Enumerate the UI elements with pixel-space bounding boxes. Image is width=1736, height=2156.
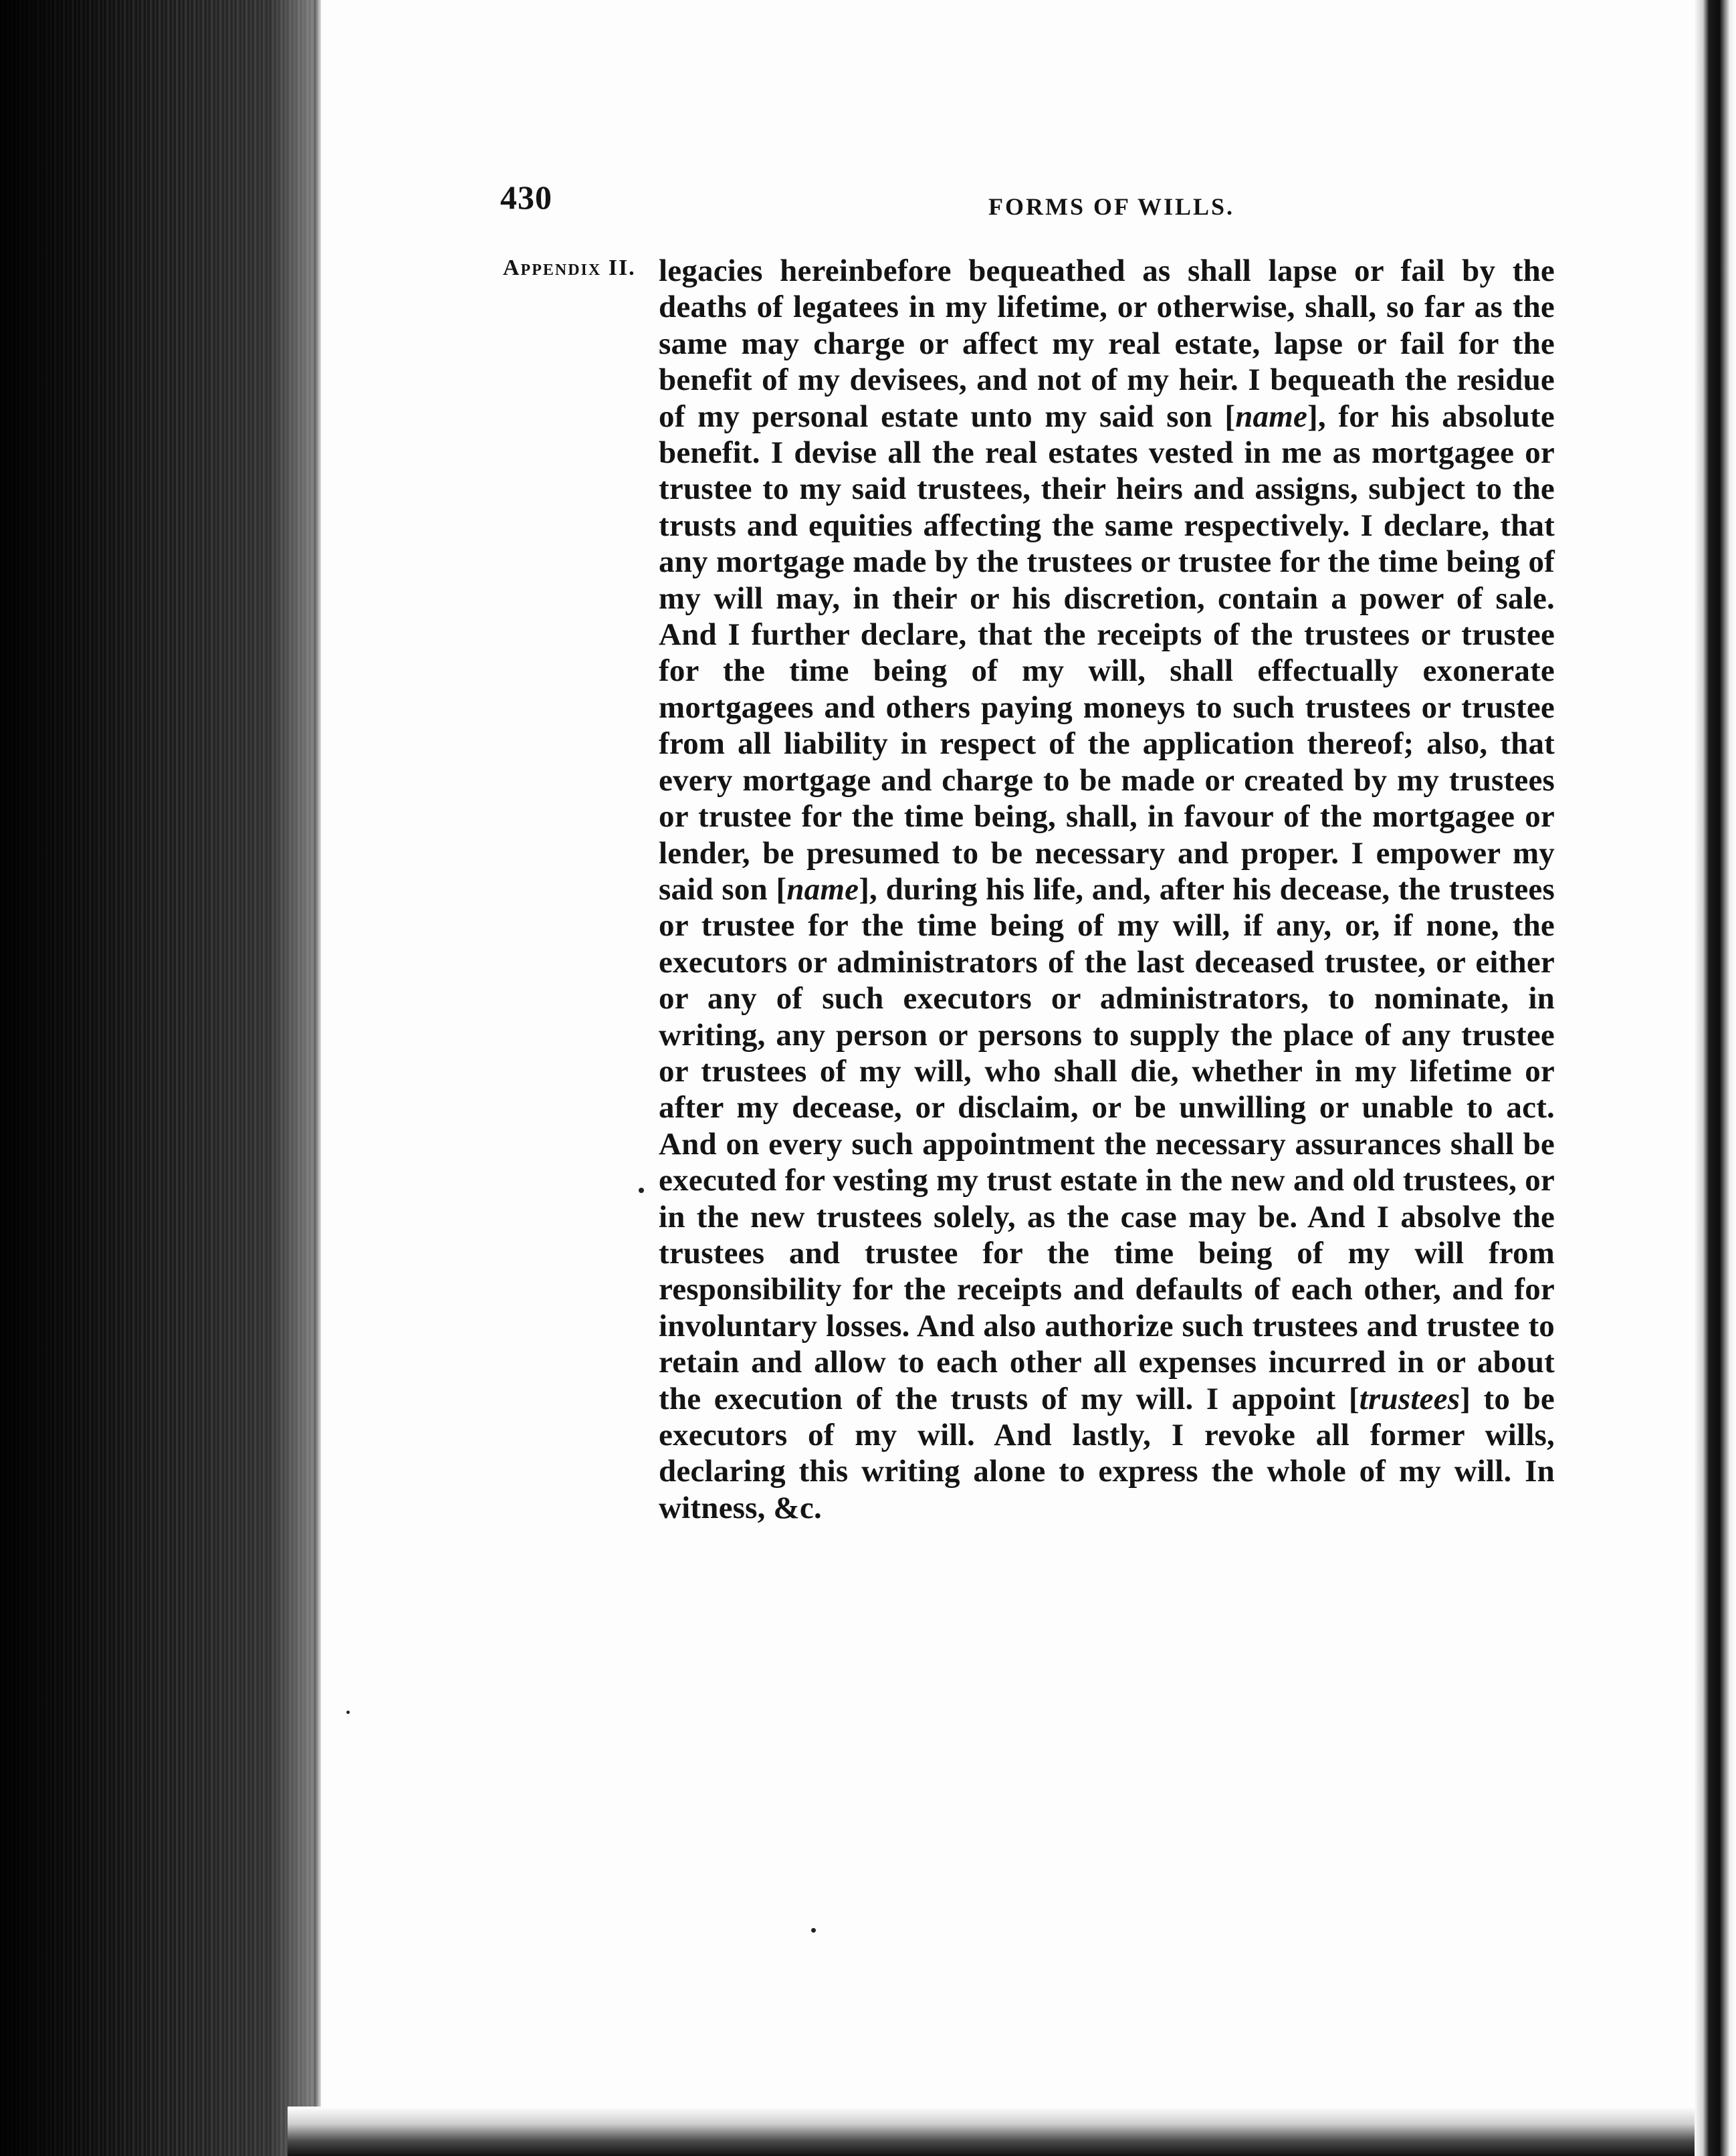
side-note-appendix: Appendix II. — [503, 255, 636, 280]
book-page-edges — [0, 0, 318, 2156]
italic-placeholder: trustees — [1359, 1381, 1460, 1416]
page-bottom-edge — [288, 2107, 1696, 2156]
page-number: 430 — [500, 179, 552, 216]
print-speck — [346, 1711, 350, 1714]
print-speck — [639, 1188, 644, 1193]
book-right-edge — [1695, 0, 1736, 2156]
italic-placeholder: name — [786, 871, 859, 907]
italic-placeholder: name — [1235, 399, 1308, 434]
running-head — [500, 178, 1269, 225]
body-paragraph: legacies hereinbefore bequeathed as shall lapse or fail by the deaths of legatees in my lifetime, or otherwise, shall, so far as the same may charge or affect my real estate, lapse or fail for the benefit of my devisees, and not of my heir. I bequeath the residue of my personal estate unto my said son [name], for his absolute benefit. I devise all the real estates vested in me as mortgagee or trustee to my said trustees, their heirs and assigns, subject to the trusts and equities affecting the same respectively. I declare, that any mortgage made by the trustees or trustee for the time being of my will may, in their or his discretion, contain a power of sale. And I further declare, that the receipts of the trustees or trustee for the time being of my will, shall effectually exonerate mortgagees and others paying moneys to such trustees or trustee from all liability in respect of the application thereof; also, that every mortgage and charge to be made or created by my trustees or trustee for the time being, shall, in favour of the mortgagee or lender, be presumed to be necessary and proper. I empower my said son [name], during his life, and, after his decease, the trustees or trustee for the time being of my will, if any, or, if none, the executors or administrators of the last deceased trustee, or either or any of such executors or administrators, to nominate, in writing, any person or persons to supply the place of any trustee or trustees of my will, who shall die, whether in my lifetime or after my decease, or disclaim, or be unwilling or unable to act. And on every such appointment the necessary assurances shall be executed for vesting my trust estate in the new and old trustees, or in the new trustees solely, as the case may be. And I absolve the trustees and trustee for the time being of my will from responsibility for the receipts and defaults of each other, and for involuntary losses. And also authorize such trustees and trustee to retain and allow to each other all expenses incurred in or about the execution of the trusts of my will. I appoint [trustees] to be executors of my will. And lastly, I revoke all former wills, declaring this writing alone to express the whole of my will. In witness, &c. — [659, 253, 1555, 1525]
print-speck — [811, 1928, 816, 1933]
running-head-title: FORMS OF WILLS. — [988, 193, 1235, 220]
page-gutter — [314, 0, 321, 2156]
